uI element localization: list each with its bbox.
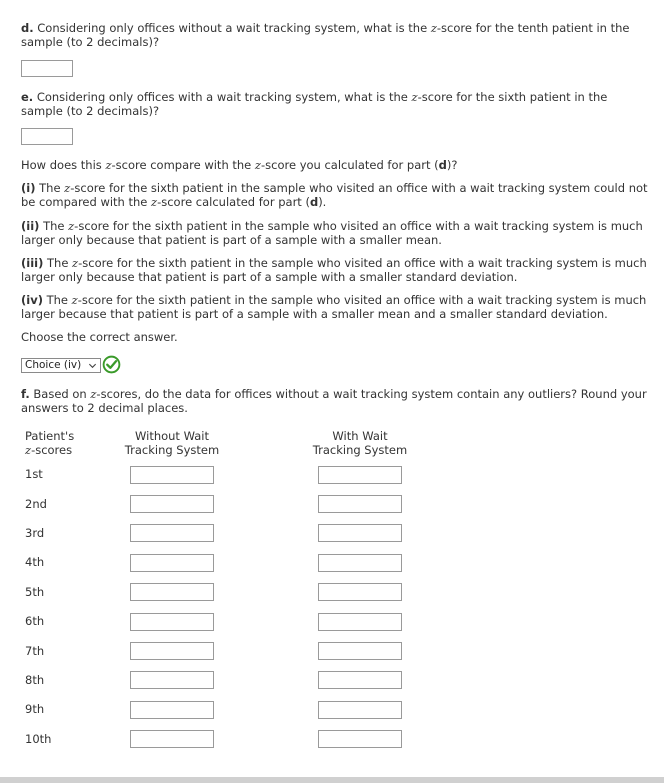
- with-wait-input-1[interactable]: [318, 466, 402, 484]
- part-e-question: e. Considering only offices with a wait tracking system, what is the z-score for the sixth patient in the sample (to 2 decimals)?: [21, 90, 608, 118]
- part-e-answer-input[interactable]: [21, 128, 73, 145]
- without-wait-input-7[interactable]: [130, 642, 214, 660]
- answer-select[interactable]: [21, 358, 101, 373]
- option-iv: (iv) The z-score for the sixth patient in the sample who visited an office with a wait tracking system is much larger because that patient is part of a sample with a smaller mean and a smaller standard deviation.: [21, 293, 647, 321]
- with-wait-input-2[interactable]: [318, 495, 402, 513]
- without-wait-input-1[interactable]: [130, 466, 214, 484]
- without-wait-input-8[interactable]: [130, 671, 214, 689]
- row-label: 8th: [25, 673, 45, 687]
- option-i: (i) The z-score for the sixth patient in the sample who visited an office with a wait tracking system could not be compared with the z-score calculated for part (d).: [21, 181, 648, 209]
- without-wait-input-2[interactable]: [130, 495, 214, 513]
- with-wait-input-3[interactable]: [318, 524, 402, 542]
- without-wait-input-3[interactable]: [130, 524, 214, 542]
- row-label: 10th: [25, 732, 52, 746]
- part-f-question: f. Based on z-scores, do the data for offices without a wait tracking system contain any outliers? Round your answers to 2 decimal places.: [21, 387, 647, 415]
- col-header-patient: Patient's z-scores: [25, 429, 75, 457]
- without-wait-input-4[interactable]: [130, 554, 214, 572]
- row-label: 9th: [25, 702, 45, 716]
- row-label: 2nd: [25, 497, 47, 511]
- row-label: 7th: [25, 644, 45, 658]
- bottom-divider: [0, 777, 664, 783]
- without-wait-input-5[interactable]: [130, 583, 214, 601]
- with-wait-input-10[interactable]: [318, 730, 402, 748]
- without-wait-input-10[interactable]: [130, 730, 214, 748]
- row-label: 6th: [25, 614, 45, 628]
- part-d-answer-input[interactable]: [21, 60, 73, 77]
- chevron-down-icon: [88, 361, 97, 370]
- with-wait-input-8[interactable]: [318, 671, 402, 689]
- correct-check-icon: [102, 355, 121, 374]
- with-wait-input-4[interactable]: [318, 554, 402, 572]
- col-header-with-wait: With Wait Tracking System: [312, 429, 408, 457]
- option-iii: (iii) The z-score for the sixth patient in the sample who visited an office with a wait tracking system is much larger only because that patient is part of a sample with a smaller standard deviation.: [21, 256, 647, 284]
- without-wait-input-9[interactable]: [130, 701, 214, 719]
- part-e-label: e.: [21, 90, 34, 104]
- without-wait-input-6[interactable]: [130, 613, 214, 631]
- row-label: 3rd: [25, 526, 45, 540]
- choose-prompt: Choose the correct answer.: [21, 330, 178, 344]
- part-f-label: f.: [21, 387, 30, 401]
- part-d-question: d. Considering only offices without a wait tracking system, what is the z-score for the tenth patient in the sample (to 2 decimals)?: [21, 21, 630, 49]
- row-label: 4th: [25, 555, 45, 569]
- compare-question: How does this z-score compare with the z-score you calculated for part (d)?: [21, 158, 458, 172]
- col-header-without-wait: Without Wait Tracking System: [124, 429, 220, 457]
- answer-select-value: Choice (iv): [25, 359, 82, 371]
- with-wait-input-7[interactable]: [318, 642, 402, 660]
- option-ii: (ii) The z-score for the sixth patient in the sample who visited an office with a wait tracking system is much larger only because that patient is part of a sample with a smaller mean.: [21, 219, 643, 247]
- row-label: 1st: [25, 467, 43, 481]
- with-wait-input-9[interactable]: [318, 701, 402, 719]
- with-wait-input-5[interactable]: [318, 583, 402, 601]
- with-wait-input-6[interactable]: [318, 613, 402, 631]
- row-label: 5th: [25, 585, 45, 599]
- part-d-label: d.: [21, 21, 34, 35]
